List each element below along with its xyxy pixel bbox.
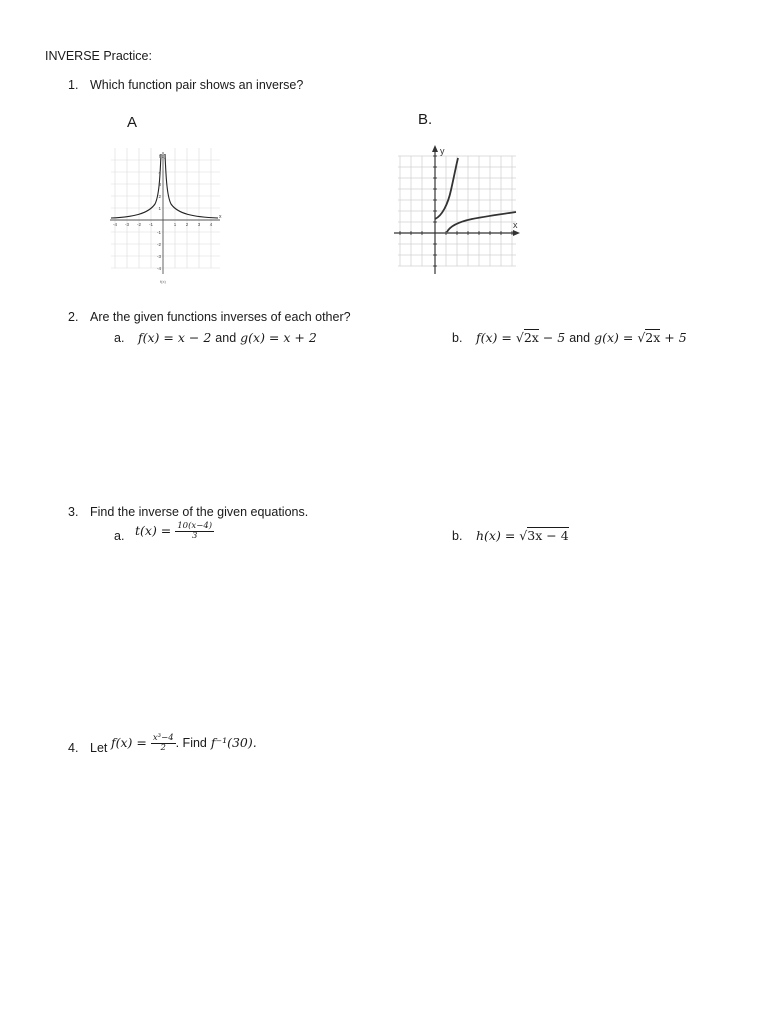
page-title: INVERSE Practice: <box>45 49 152 63</box>
question-3a-equation <box>135 522 214 541</box>
question-1-number: 1. <box>68 78 79 92</box>
question-2b-equation: f(x) = √2x − 5 and g(x) = √2x + 5 <box>476 330 687 345</box>
graph-a-x-tick: -1 <box>148 222 154 227</box>
graph-a <box>108 138 226 288</box>
graph-a-y-tick: -3 <box>156 254 161 259</box>
question-4-fraction <box>151 734 176 753</box>
graph-a-x-tick: 1 <box>173 222 177 227</box>
graph-a-label: A <box>127 114 138 131</box>
question-4-numerator: x³−4 <box>152 733 174 743</box>
graph-b-y-axis-label: y <box>440 146 445 156</box>
question-2a-equation <box>138 330 317 345</box>
question-4-find: . Find <box>175 736 207 750</box>
question-3a-lhs: t(x) = <box>135 523 172 538</box>
graph-a-x-tick: 2 <box>185 222 189 227</box>
question-4-equation <box>111 734 257 753</box>
question-2a-and: and <box>215 331 237 345</box>
graph-a-curve-right <box>165 154 218 218</box>
question-4-target: f⁻¹(30). <box>210 735 257 750</box>
question-3b-radicand: 3x − 4 <box>527 528 569 543</box>
graph-a-y-tick: 4 <box>158 170 161 175</box>
question-2a-letter: a. <box>114 331 125 345</box>
graph-a-y-tick: 2 <box>158 194 161 199</box>
question-2b-f-lhs: f(x) = <box>476 330 512 345</box>
question-2a-f-rhs: x − 2 <box>177 330 212 345</box>
question-3-number: 3. <box>68 505 79 519</box>
question-1-text: Which function pair shows an inverse? <box>90 78 304 92</box>
question-3b-lhs: h(x) = <box>476 528 516 543</box>
question-2-number: 2. <box>68 310 79 324</box>
graph-a-x-tick: 3 <box>197 222 201 227</box>
graph-a-y-axis-label: f(x) <box>159 154 166 159</box>
question-4-lhs: f(x) = <box>111 735 147 750</box>
graph-a-x-tick: -2 <box>136 222 142 227</box>
question-4-denominator: 2 <box>160 743 166 753</box>
question-2a-g-rhs: x + 2 <box>283 330 317 345</box>
graph-b-grid <box>398 156 516 266</box>
question-3b-equation: h(x) = √3x − 4 <box>476 528 569 543</box>
graph-a-curve-left <box>111 154 161 218</box>
graph-a-x-tick: 4 <box>209 222 213 227</box>
question-3a-fraction <box>175 522 214 541</box>
question-2b-and: and <box>569 331 591 345</box>
question-2b-g-lhs: g(x) = <box>594 330 634 345</box>
graph-a-y-tick: -2 <box>156 242 161 247</box>
graph-a-axis-end: x <box>219 214 222 220</box>
graph-a-y-tick: 1 <box>158 206 161 211</box>
question-4-number: 4. <box>68 741 79 755</box>
graph-b <box>392 142 528 278</box>
question-3-text: Find the inverse of the given equations. <box>90 505 309 519</box>
graph-a-footer: f(x) <box>160 279 166 284</box>
question-3a-letter: a. <box>114 529 125 543</box>
graph-b-x-arrow <box>513 230 520 236</box>
question-4-let: Let <box>90 741 108 755</box>
question-3a-numerator: 10(x−4) <box>177 521 213 531</box>
graph-b-label: B. <box>418 111 433 128</box>
graph-a-x-tick: -4 <box>112 222 118 227</box>
question-2-text: Are the given functions inverses of each other? <box>90 310 351 324</box>
graph-b-y-arrow <box>432 145 438 152</box>
graph-a-y-tick: -4 <box>156 266 161 271</box>
question-3a-denominator: 3 <box>191 531 198 541</box>
question-2b-f-tail: − 5 <box>542 330 566 345</box>
graph-b-x-axis-label: x <box>513 220 518 230</box>
graph-a-y-tick: -1 <box>156 230 161 235</box>
graph-a-x-tick: -3 <box>124 222 130 227</box>
question-2b-letter: b. <box>452 331 463 345</box>
question-2b-g-radicand: 2x <box>645 330 661 345</box>
question-2b-g-tail: + 5 <box>664 330 687 345</box>
question-2a-g-lhs: g(x) = <box>240 330 280 345</box>
question-2a-f-lhs: f(x) = <box>138 330 174 345</box>
question-3b-letter: b. <box>452 529 463 543</box>
question-2b-f-radicand: 2x <box>523 330 539 345</box>
graph-a-y-tick: 3 <box>158 182 161 187</box>
